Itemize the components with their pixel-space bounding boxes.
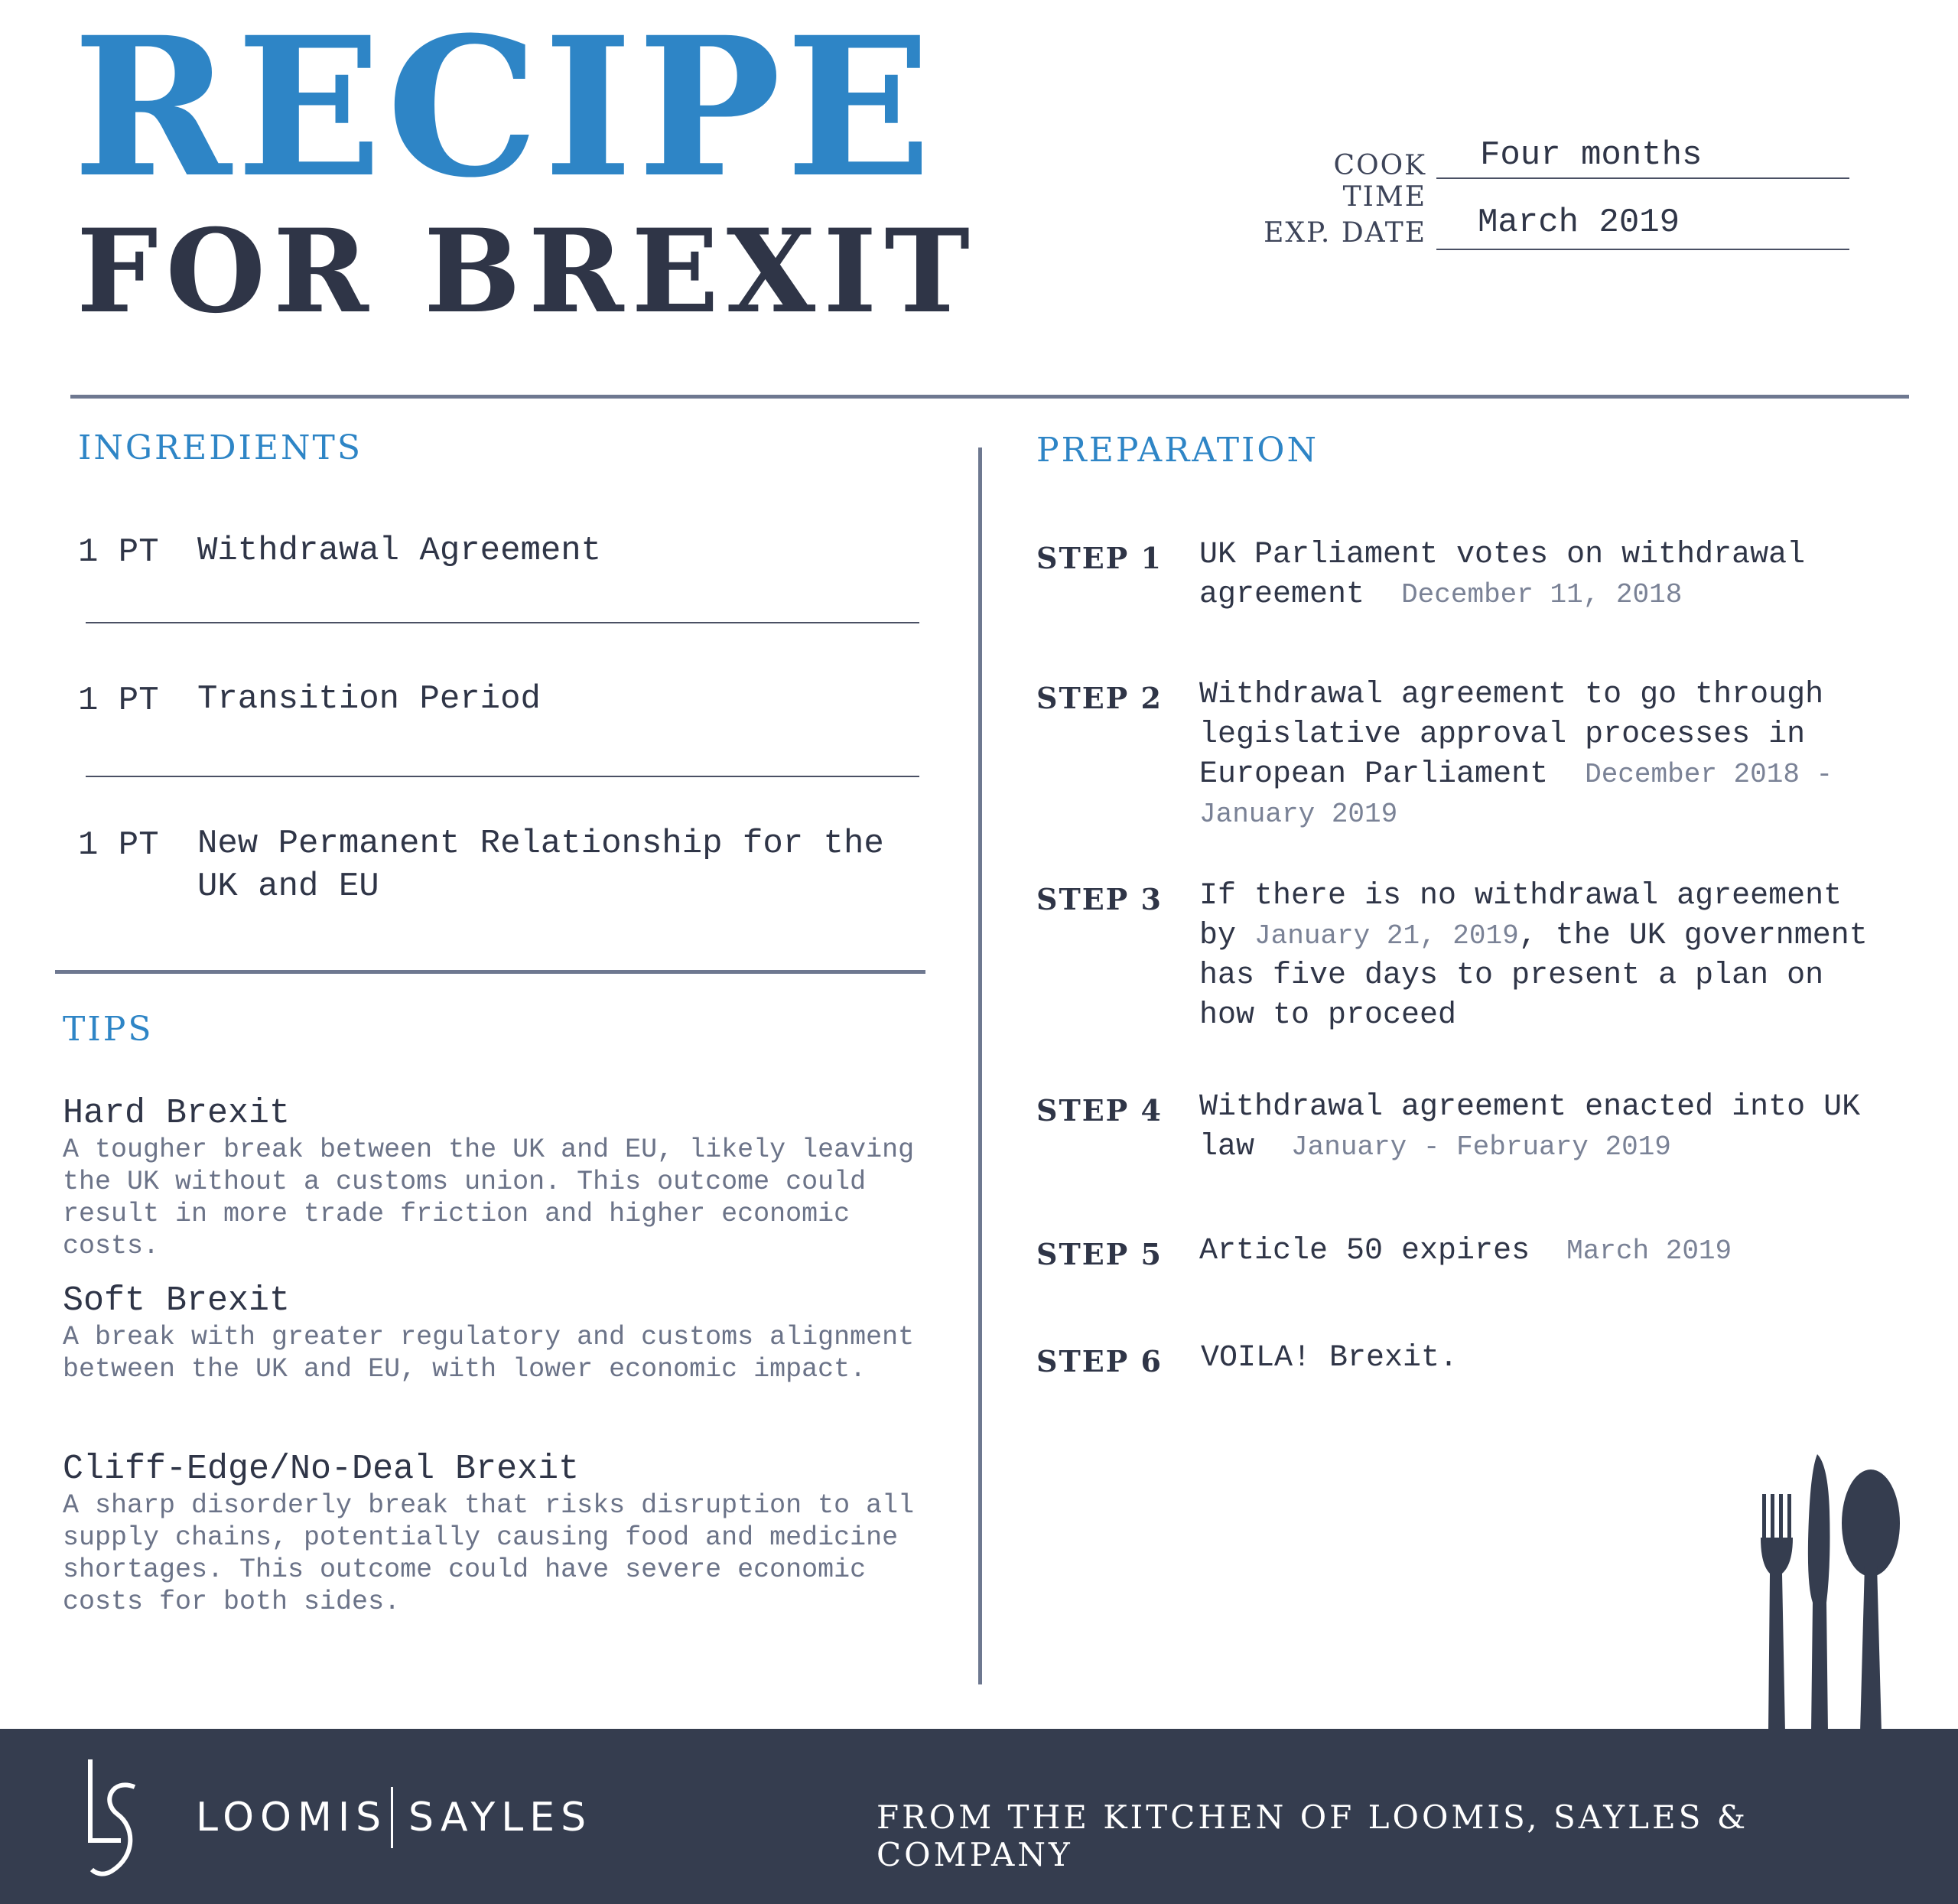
- ingredients-heading: INGREDIENTS: [78, 428, 363, 467]
- brand-separator: [391, 1787, 393, 1848]
- exp-date-value: March 2019: [1478, 203, 1680, 242]
- step-date: January 21, 2019: [1254, 920, 1519, 952]
- step-date: January - February 2019: [1291, 1131, 1671, 1163]
- cook-time-line: [1436, 177, 1849, 179]
- step-date: December 2018 - January 2019: [1199, 759, 1833, 830]
- step-text: [1199, 535, 1888, 615]
- step-description: Article 50 expires: [1199, 1234, 1530, 1268]
- step-description: Withdrawal agreement enacted into UK law: [1199, 1090, 1861, 1164]
- tip-name: Hard Brexit: [63, 1094, 291, 1133]
- step-label: STEP 2: [1036, 681, 1163, 715]
- footer-tagline: FROM THE KITCHEN OF LOOMIS, SAYLES & COMPANY: [877, 1798, 1749, 1873]
- step-text: [1199, 1232, 1888, 1271]
- step-label: STEP 1: [1036, 541, 1163, 575]
- step-label: STEP 6: [1036, 1344, 1163, 1378]
- step-description: VOILA! Brexit.: [1201, 1341, 1459, 1375]
- step-label: STEP 3: [1036, 882, 1163, 916]
- step-description-continued: , the UK government has five days to present a plan on how to proceed: [1199, 919, 1868, 1033]
- ingredient-name: Transition Period: [197, 680, 541, 718]
- ingredient-name: New Permanent Relationship for the UK and EU: [197, 825, 884, 906]
- brand-name-left: LOOMIS: [196, 1795, 388, 1841]
- recipe-title: RECIPE: [73, 0, 936, 220]
- step-text: [1199, 675, 1888, 835]
- step-label: STEP 5: [1036, 1237, 1163, 1271]
- step-label: STEP 4: [1036, 1093, 1163, 1128]
- cook-time-label: COOK TIME: [1333, 150, 1426, 213]
- loomis-sayles-logo: [81, 1756, 150, 1879]
- column-divider: [978, 448, 982, 1684]
- ingredient-qty: 1 PT: [78, 533, 159, 571]
- tips-divider: [55, 970, 925, 974]
- step-description: Withdrawal agreement to go through legislative approval processes in European Parliament: [1199, 678, 1824, 792]
- cook-time-value: Four months: [1480, 136, 1703, 174]
- step-text: [1199, 877, 1888, 1036]
- step-description: UK Parliament votes on withdrawal agreement: [1199, 538, 1806, 612]
- exp-date-line: [1436, 249, 1849, 250]
- ingredient-name: Withdrawal Agreement: [197, 532, 602, 570]
- ingredient-divider: [86, 776, 919, 777]
- step-date: March 2019: [1566, 1235, 1732, 1267]
- ingredient-divider: [86, 622, 919, 623]
- step-date: December 11, 2018: [1401, 579, 1683, 610]
- tip-name: Soft Brexit: [63, 1281, 291, 1320]
- step-text: [1199, 1088, 1888, 1167]
- tip-description: A tougher break between the UK and EU, likely leaving the UK without a customs union. This outcome could result in more trade friction and higher economic costs.: [63, 1134, 915, 1261]
- tips-heading: TIPS: [63, 1010, 154, 1049]
- recipe-subtitle: FOR BREXIT: [76, 204, 977, 339]
- header-divider: [70, 395, 1909, 399]
- tip-name: Cliff-Edge/No-Deal Brexit: [63, 1450, 580, 1489]
- exp-date-label: EXP. DATE: [1264, 217, 1426, 249]
- tip-description: A break with greater regulatory and customs alignment between the UK and EU, with lower economic impact.: [63, 1322, 915, 1385]
- step-description: If there is no withdrawal agreement by: [1199, 879, 1843, 953]
- step-text: [1201, 1339, 1889, 1378]
- preparation-heading: PREPARATION: [1036, 431, 1319, 470]
- tip-description: A sharp disorderly break that risks disruption to all supply chains, potentially causing food and medicine shortages. This outcome could have severe economic costs for both sides.: [63, 1490, 915, 1617]
- cutlery-icon: [1751, 1450, 1904, 1733]
- ingredient-qty: 1 PT: [78, 682, 159, 720]
- brand-name-right: SAYLES: [408, 1795, 593, 1841]
- ingredient-qty: 1 PT: [78, 826, 159, 864]
